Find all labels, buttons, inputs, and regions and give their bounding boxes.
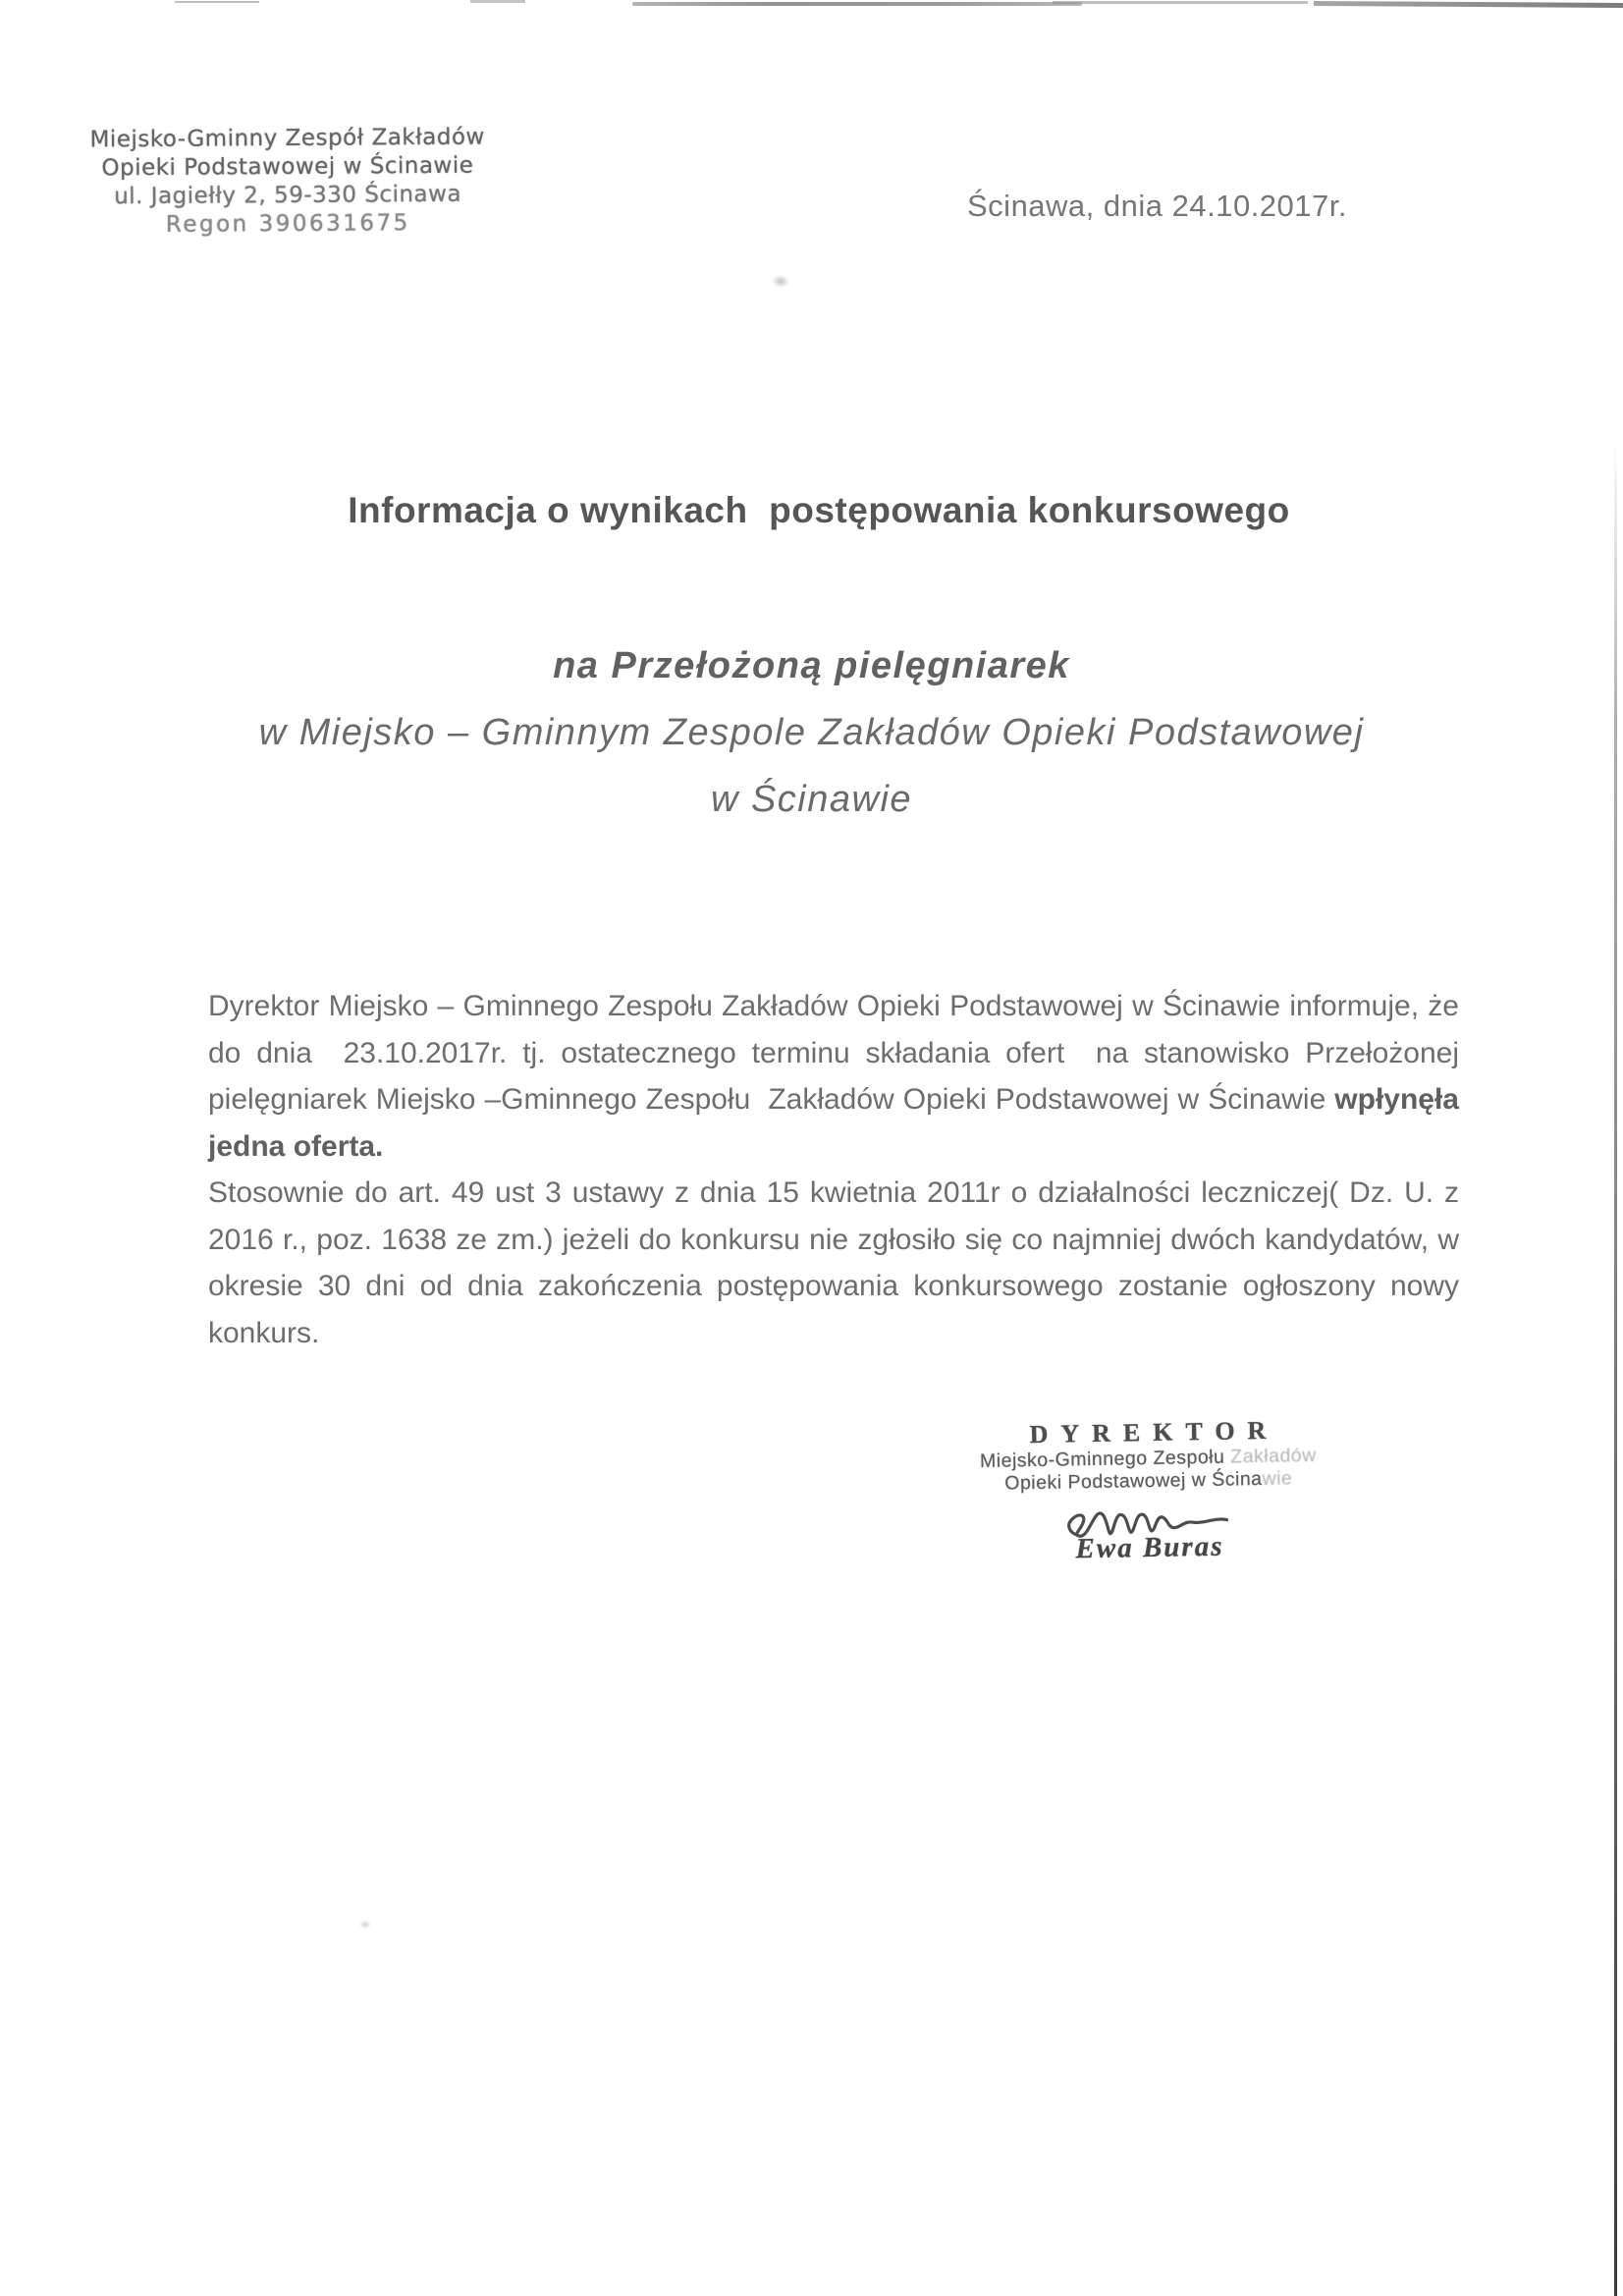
dateline: Ścinawa, dnia 24.10.2017r. [967,189,1347,223]
sender-stamp-line: ul. Jagiełły 2, 59-330 Ścinawa [114,181,462,210]
sender-stamp-line: Opieki Podstawowej w Ścinawie [101,152,474,182]
subtitle-city: w Ścinawie [710,779,913,820]
sender-stamp-line: Miejsko-Gminny Zespół Zakładów [89,124,485,153]
scan-artifact-line [470,0,525,3]
document-title: Informacja o wynikach postępowania konkursowego [348,490,1290,530]
signature-role-title: DYREKTOR [1029,1415,1279,1449]
scan-artifact-line [632,2,1082,6]
signature-block [961,1415,1337,1568]
body-paragraph-1-text: Dyrektor Miejsko – Gminnego Zespołu Zakładów Opieki Podstawowej w Ścinawie informuje, że do dnia 23.10.2017r. tj. ostatecznego terminu składania ofert na stanowisko Przełożonej pielęgniarek Miejsko –Gminnego Zespołu Zakładów Opieki Podstawowej w Ścinawie [208,990,1468,1116]
signature-name: Ewa Buras [1075,1530,1224,1565]
sender-stamp-line: Regon 390631675 [165,210,410,238]
body-paragraph-1-emphasis: wpłynęła jedna oferta. [208,1083,1468,1163]
signature-org-line-1-faded: Zakładów [1230,1445,1317,1468]
subtitle-organization: w Miejsko – Gminnym Zespole Zakładów Opieki Podstawowej [258,712,1365,753]
body-paragraph-2: Stosownie do art. 49 ust 3 ustawy z dnia 15 kwietnia 2011r o działalności leczniczej( Dz. U. z 2016 r., poz. 1638 ze zm.) jeżeli do konkursu nie zgłosiło się co najmniej dwóch kandydatów, w okresie 30 dni od dnia zakończenia postępowania konkursowego zostanie ogłoszony nowy konkurs. [208,1176,1468,1349]
body-text [208,983,1468,1356]
body-paragraph-1 [208,983,1468,1170]
scan-artifact-line [1314,1,1623,8]
document-subtitle [0,632,1623,833]
sender-stamp [69,123,508,240]
signature-org-line-2-text: Opieki Podstawowej w Ścina [1004,1467,1263,1495]
scan-artifact-line [1053,1,1308,4]
signature-org-line-2-faded: wie [1262,1467,1293,1490]
ink-smudge [772,275,789,288]
ink-smudge [359,1920,371,1929]
scan-artifact-line [175,1,259,3]
subtitle-position: na Przełożoną pielęgniarek [553,645,1070,686]
signature-org-line-1-text: Miejsko-Gminnego Zespołu [979,1446,1231,1472]
